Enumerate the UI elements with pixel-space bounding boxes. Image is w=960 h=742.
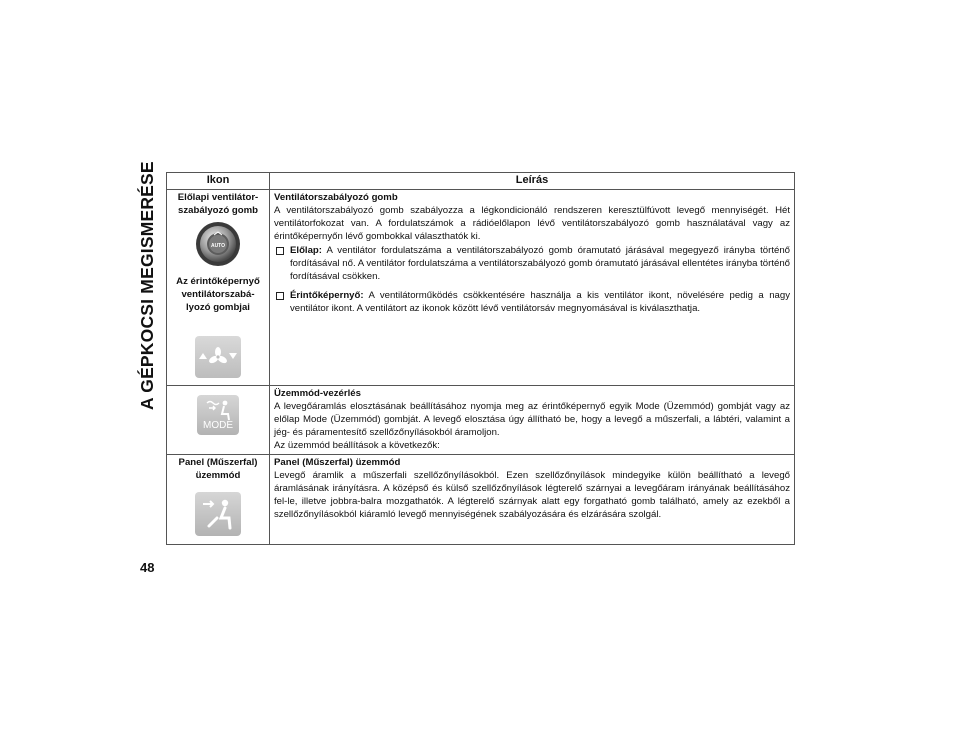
row-text: A ventilátorszabályozó gomb szabályozza a légkondicionáló rendszeren keresztülfúvott levegő mennyiségét. Hét ventilátorfokozat van. A fordulatszámok a rádióelőlapon lévő ventilátorszabályozó gomb használatával vagy az érintőképernyőn lévő gombokkal választhatók ki.	[274, 205, 790, 242]
table-row	[167, 455, 795, 545]
climate-control-table	[166, 172, 795, 545]
mode-icon	[197, 395, 239, 435]
bullet-square-icon	[276, 247, 284, 255]
header-description: Leírás	[270, 173, 795, 190]
bullet-lead: Érintőképernyő:	[290, 290, 364, 301]
bullet-text: A ventilátor fordulatszáma a ventilátorszabályozó gomb óramutató járásával megegyező irányba történő fordításával nő. A ventilátor fordulatszáma a ventilátorszabályozó gomb óramutató járásával ellentétes irányba történő fordításával csökken.	[290, 245, 790, 282]
panel-mode-icon	[195, 492, 241, 536]
row-title: Ventilátorszabályozó gomb	[274, 192, 398, 203]
description-cell	[270, 386, 795, 455]
table-header-row	[167, 173, 795, 190]
description-cell	[270, 455, 795, 545]
table-row	[167, 386, 795, 455]
bullet-square-icon	[276, 292, 284, 300]
row-text: Levegő áramlik a műszerfali szellőzőnyílásokból. Ezen szellőzőnyílások mindegyike külön beállítható a levegő áramlásának irányításra. A középső és külső szellőzőnyílások légterelő szárnyai a levegőáram irányának beállításához fel-le, illetve jobbra-balra mozgathatók. A légterelő szárnyak alatt egy forgatható gomb található, amely az ezekből a szellőzőnyílásokból kiáramló levegő mennyiségének szabályozására és elzárására szolgál.	[274, 470, 790, 520]
header-icon: Ikon	[167, 173, 270, 190]
icon-cell	[167, 190, 270, 386]
page-number: 48	[140, 560, 155, 575]
list-item	[274, 289, 790, 315]
fan-control-knob-icon	[171, 221, 265, 271]
icon-label-top: Előlapi ventilátor-szabályozó gomb	[177, 192, 259, 216]
row-text: A levegőáramlás elosztásának beállításához nyomja meg az érintőképernyő egyik Mode (Üzemmód) gombját vagy az előlap Mode (Üzemmód) gombját. A levegő elosztása úgy állítható be, hogy a levegő a műszerfali, a lábtéri, valamint a jég- és páramentesítő szellőzőnyílásokból áramoljon.	[274, 401, 790, 438]
section-side-title: A GÉPKOCSI MEGISMERÉSE	[137, 161, 157, 410]
mode-icon-text: MODE	[203, 420, 233, 431]
bullet-lead: Előlap:	[290, 245, 322, 256]
fan-touchscreen-icon	[195, 336, 241, 378]
icon-label-top: Panel (Műszerfal) üzemmód	[178, 457, 258, 481]
row-text-2: Az üzemmód beállítások a következők:	[274, 440, 440, 451]
description-cell	[270, 190, 795, 386]
icon-label-bottom: Az érintőképernyő ventilátorszabá-lyozó gombjai	[176, 276, 260, 313]
list-item	[274, 244, 790, 283]
knob-label: AUTO	[210, 243, 226, 249]
row-title: Panel (Műszerfal) üzemmód	[274, 457, 401, 468]
bullet-text: A ventilátorműködés csökkentésére használja a kis ventilátor ikont, növelésére pedig a nagy ventilátor ikont. A ventilátort az ikonok között lévő ventilátorsáv megnyomásával is kiválaszthatja.	[290, 290, 790, 314]
icon-cell	[167, 386, 270, 455]
icon-cell	[167, 455, 270, 545]
table-row	[167, 190, 795, 386]
row-title: Üzemmód-vezérlés	[274, 388, 361, 399]
